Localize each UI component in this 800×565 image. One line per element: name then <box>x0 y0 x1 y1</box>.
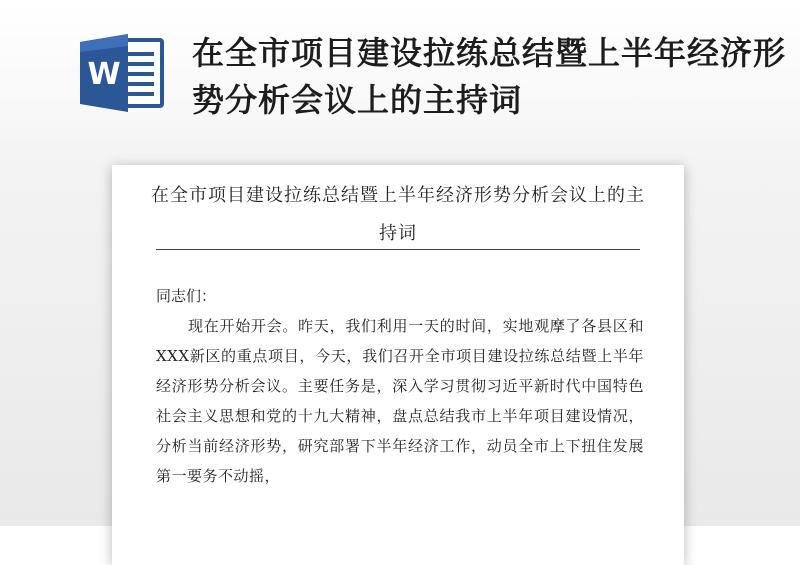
body-paragraph: 现在开始开会。昨天，我们利用一天的时间，实地观摩了各县区和XXX新区的重点项目，今天，我们召开全市项目建设拉练总结暨上半年经济形势分析会议。主要任务是，深入学习贯彻习近平新时代中国特色社会主义思想和党的十九大精神，盘点总结我市上半年项目建设情况，分析当前经济形势，研究部署下半年经济工作，动员全市上下扭住发展第一要务不动摇， <box>156 317 644 485</box>
salutation: 同志们： <box>156 287 217 305</box>
svg-text:W: W <box>87 57 121 92</box>
document-page <box>112 165 684 565</box>
header-banner <box>0 0 800 140</box>
document-title: 在全市项目建设拉练总结暨上半年经济形势分析会议上的主持词 <box>151 185 645 244</box>
banner-title: 在全市项目建设拉练总结暨上半年经济形势分析会议上的主持词 <box>192 34 787 119</box>
title-divider <box>156 249 640 250</box>
word-icon <box>78 32 168 114</box>
